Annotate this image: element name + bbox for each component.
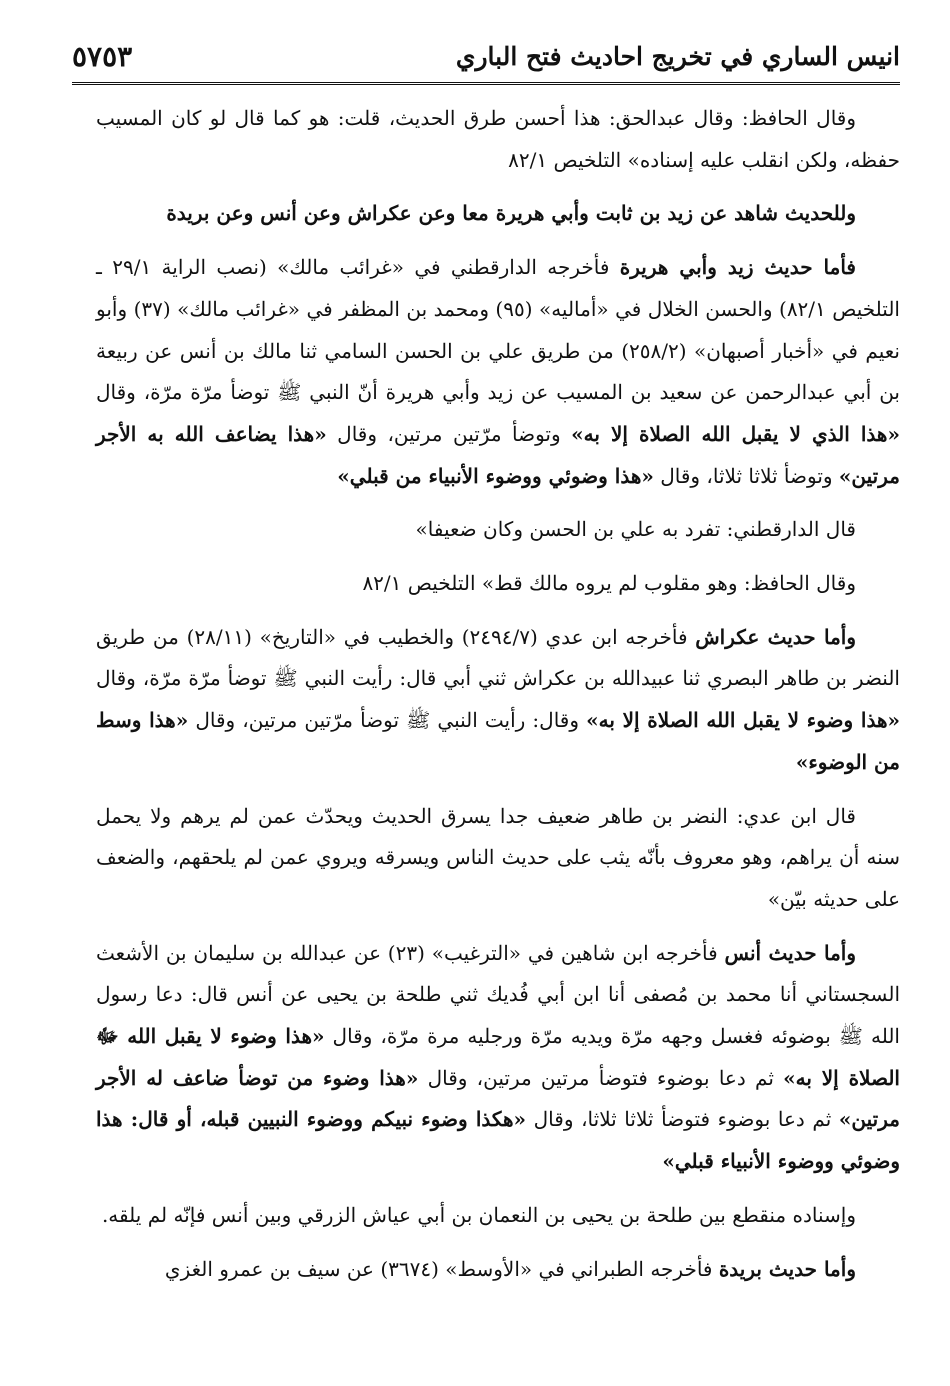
bold-text: «هذا الذي لا يقبل الله الصلاة إلا به» bbox=[571, 421, 900, 446]
book-title: انيس الساري في تخريج احاديث فتح الباري bbox=[455, 41, 900, 71]
text-segment: وقال الحافظ: وقال عبدالحق: هذا أحسن طرق الحديث، قلت: هو كما قال لو كان المسيب حفظه، ولكن انقلب عليه إسناده» التلخيص ٨٢/١ bbox=[96, 106, 900, 172]
text-segment: فأخرجه الدارقطني في «غرائب مالك» (نصب الراية ٢٩/١ ـ التلخيص ٨٢/١) والحسن الخلال في «أماليه» (٩٥) ومحمد بن المظفر في «غرائب مالك» (٣٧) وأبو نعيم في «أخبار أصبهان» (٢٥٨/٢) من طريق علي بن الحسن السامي ثنا مالك بن أنس عن ربيعة بن أبي عبدالرحمن عن سعيد بن المسيب عن زيد وأبي هريرة أنّ النبي ﷺ توضأ مرّة مرّة، وقال bbox=[96, 255, 900, 405]
bold-text: «هذا وسط من الوضوء» bbox=[96, 708, 900, 774]
text-segment: وقال: رأيت النبي ﷺ توضأ مرّتين مرتين، وقال bbox=[188, 708, 587, 733]
paragraph bbox=[96, 193, 900, 235]
paragraph bbox=[96, 617, 900, 784]
text-segment: وتوضأ ثلاثا ثلاثا، وقال bbox=[653, 463, 839, 488]
text-segment: وإسناده منقطع بين طلحة بن يحيى بن النعمان بن أبي عياش الزرقي وبين أنس فإنّه لم يلقه. bbox=[101, 1202, 856, 1227]
bold-text: «هذا وضوء من توضأ ضاعف له الأجر مرتين» bbox=[96, 1065, 900, 1132]
text-segment: قال ابن عدي: النضر بن طاهر ضعيف جدا يسرق الحديث ويحدّث عمن لم يرهم ولا يحمل سنه أن يراهم، وهو معروف بأنّه يثب على حديث الناس ويسرقه ويروي عمن لم يلحقهم، والضعف على حديثه بيّن» bbox=[96, 803, 901, 911]
text-segment: فأخرجه ابن عدي (٢٤٩٤/٧) والخطيب في «التاريخ» (٢٨/١١) من طريق النضر بن طاهر البصري ثنا عبيدالله بن عكراش ثني أبي قال: رأيت النبي ﷺ توضأ مرّة مرّة، وقال bbox=[96, 624, 900, 691]
bold-text: «هذا يضاعف الله به الأجر مرتين» bbox=[96, 421, 900, 488]
bold-text: وأما حديث أنس bbox=[724, 940, 857, 965]
bold-text: وللحديث شاهد عن زيد بن ثابت وأبي هريرة معا وعن عكراش وعن أنس وعن بريدة bbox=[166, 201, 856, 226]
text-segment: وتوضأ مرّتين مرتين، وقال bbox=[326, 421, 572, 446]
bold-text: وأما حديث عكراش bbox=[695, 624, 856, 649]
paragraph bbox=[96, 247, 900, 497]
bold-text: «هذا وضوء لا يقبل الله ﷻ الصلاة إلا به» bbox=[96, 1024, 900, 1090]
paragraph bbox=[96, 1249, 900, 1291]
text-segment: فأخرجه الطبراني في «الأوسط» (٣٦٧٤) عن سيف بن عمرو الغزي bbox=[164, 1256, 719, 1281]
text-segment: ثم دعا بوضوء فتوضأ مرتين مرتين، وقال bbox=[418, 1065, 784, 1090]
text-segment: فأخرجه ابن شاهين في «الترغيب» (٢٣) عن عبدالله بن سليمان بن الأشعث السجستاني أنا محمد بن مُصفى أنا ابن أبي فُديك ثني طلحة بن يحيى عن أنس قال: دعا رسول الله ﷺ بوضوئه فغسل وجهه مرّة ويديه مرّة ورجليه مرة مرّة، وقال bbox=[96, 940, 901, 1049]
bold-text: «هكذا وضوء نبيكم ووضوء النبيين قبله، أو قال: هذا وضوئي ووضوء الأنبياء قبلي» bbox=[96, 1107, 900, 1174]
paragraph bbox=[96, 1195, 900, 1237]
paragraph bbox=[96, 509, 900, 551]
body-text bbox=[96, 98, 900, 1302]
paragraph bbox=[96, 98, 900, 181]
text-segment: قال الدارقطني: تفرد به علي بن الحسن وكان ضعيفا» bbox=[415, 517, 856, 542]
paragraph bbox=[96, 796, 900, 921]
text-segment: ثم دعا بوضوء فتوضأ ثلاثا ثلاثا، وقال bbox=[526, 1107, 839, 1132]
text-segment: وقال الحافظ: وهو مقلوب لم يروه مالك قط» التلخيص ٨٢/١ bbox=[362, 571, 856, 596]
paragraph bbox=[96, 933, 900, 1183]
bold-text: فأما حديث زيد وأبي هريرة bbox=[619, 255, 856, 280]
bold-text: «هذا وضوئي ووضوء الأنبياء من قبلي» bbox=[337, 463, 654, 488]
bold-text: «هذا وضوء لا يقبل الله الصلاة إلا به» bbox=[586, 708, 900, 733]
running-header bbox=[72, 30, 900, 85]
paragraph bbox=[96, 563, 900, 605]
bold-text: وأما حديث بريدة bbox=[718, 1256, 856, 1281]
page-number: ٥٧٥٣ bbox=[72, 39, 133, 73]
